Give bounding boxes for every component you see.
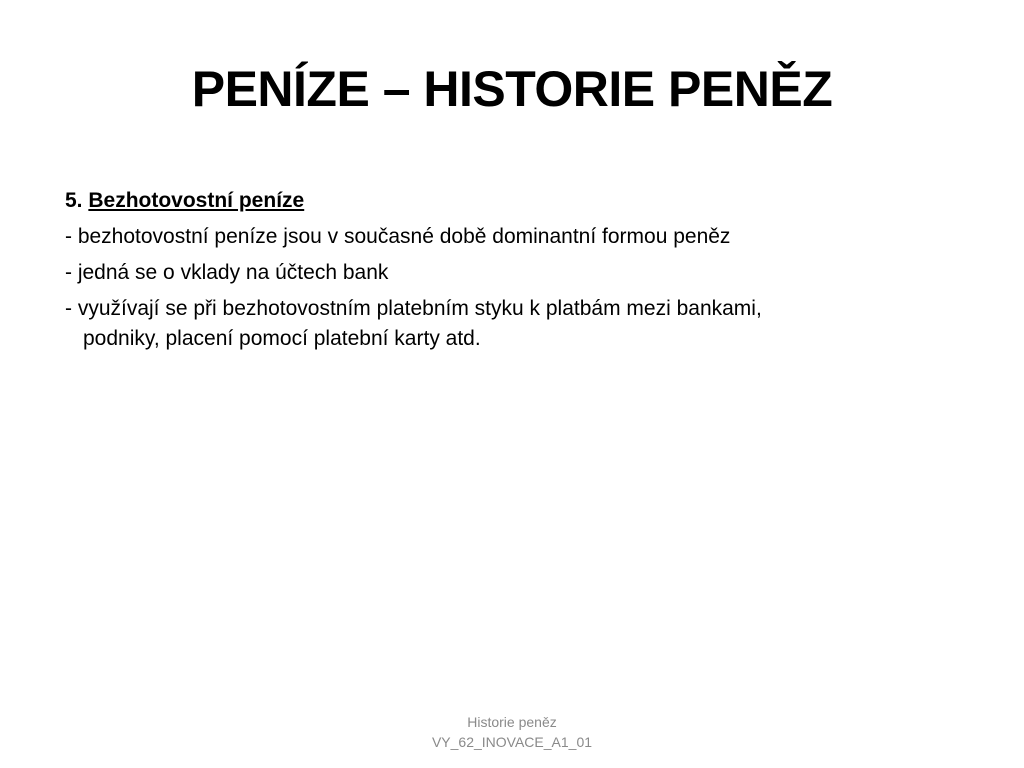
slide-title: PENÍZE – HISTORIE PENĚZ — [191, 61, 833, 117]
section-number: 5. — [65, 189, 83, 212]
footer-line-1: Historie peněz — [467, 714, 557, 730]
footer-line-2: VY_62_INOVACE_A1_01 — [431, 734, 593, 750]
bullet-item-1: - bezhotovostní peníze jsou v současné době dominantní formou peněz — [65, 225, 731, 248]
slide-footer — [0, 712, 1024, 752]
section-heading: Bezhotovostní peníze — [88, 189, 305, 212]
bullet-item-3: - využívají se při bezhotovostním platebním styku k platbám mezi bankami, podniky, placení pomocí platební karty atd. — [65, 297, 762, 350]
section-heading-line — [65, 186, 805, 216]
slide-content — [65, 186, 805, 360]
bullet-item-2: - jedná se o vklady na účtech bank — [65, 261, 389, 284]
